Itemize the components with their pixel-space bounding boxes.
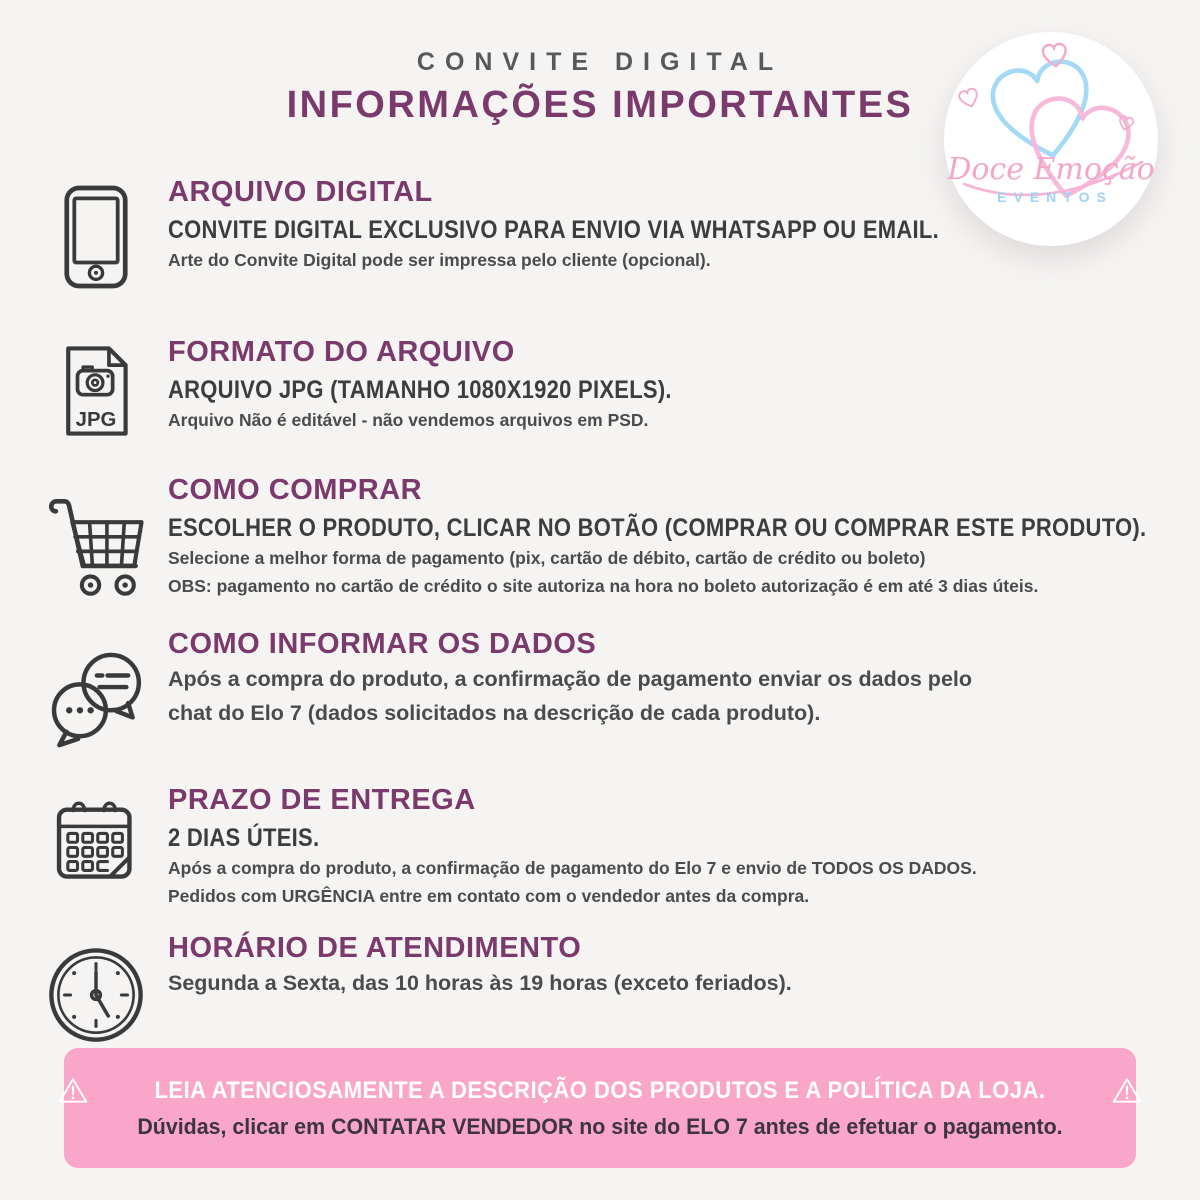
section-horario-atendimento xyxy=(40,932,1170,1044)
section-arquivo-digital xyxy=(40,176,1170,292)
chat-bubbles-icon xyxy=(46,642,146,750)
section-body-line: Arquivo Não é editável - não vendemos arquivos em PSD. xyxy=(168,410,649,430)
section-lead: 2 DIAS ÚTEIS. xyxy=(168,824,320,852)
section-body-line: Arte do Convite Digital pode ser impressa pelo cliente (opcional). xyxy=(168,250,711,270)
section-body-line: Após a compra do produto, a confirmação de pagamento do Elo 7 e envio de TODOS OS DADOS. xyxy=(168,858,977,878)
section-como-comprar xyxy=(40,474,1170,604)
shopping-cart-icon xyxy=(45,486,147,604)
section-body-line: Pedidos com URGÊNCIA entre em contato com o vendedor antes da compra. xyxy=(168,886,810,907)
warning-text: LEIA ATENCIOSAMENTE A DESCRIÇÃO DOS PRODUTOS E A POLÍTICA DA LOJA. xyxy=(154,1076,1046,1104)
section-lead: ESCOLHER O PRODUTO, CLICAR NO BOTÃO (COMPRAR OU COMPRAR ESTE PRODUTO). xyxy=(168,514,1147,542)
section-body-line: chat do Elo 7 (dados solicitados na descrição de cada produto). xyxy=(168,700,821,725)
section-prazo-entrega xyxy=(40,784,1170,910)
section-body-line: Após a compra do produto, a confirmação de pagamento enviar os dados pelo xyxy=(168,667,973,691)
section-title: FORMATO DO ARQUIVO xyxy=(168,336,515,368)
section-title: COMO INFORMAR OS DADOS xyxy=(168,628,597,660)
smartphone-icon xyxy=(63,182,129,292)
section-body-line: Segunda a Sexta, das 10 horas às 19 horas (exceto feriados). xyxy=(168,971,792,995)
warning-banner xyxy=(64,1048,1136,1168)
kicker-title: CONVITE DIGITAL xyxy=(416,48,784,76)
logo-subtitle: EVENTOS xyxy=(997,189,1113,205)
calendar-icon xyxy=(52,792,140,896)
section-body-line: OBS: pagamento no cartão de crédito o site autoriza na hora no boleto autorização é em até 3 dias úteis. xyxy=(168,576,1039,597)
warning-icon xyxy=(1111,1076,1143,1105)
section-body-line: Selecione a melhor forma de pagamento (pix, cartão de débito, cartão de crédito ou boleto) xyxy=(168,548,926,568)
jpg-label: JPG xyxy=(75,409,117,432)
warning-line xyxy=(57,1076,1143,1105)
clock-icon xyxy=(47,946,145,1044)
section-title: COMO COMPRAR xyxy=(168,474,423,506)
section-lead: CONVITE DIGITAL EXCLUSIVO PARA ENVIO VIA WHATSAPP OU EMAIL. xyxy=(168,216,939,244)
logo-name: Doce Emoção xyxy=(947,152,1155,187)
section-title: ARQUIVO DIGITAL xyxy=(168,176,433,208)
section-como-informar-dados xyxy=(40,628,1170,750)
section-lead: ARQUIVO JPG (TAMANHO 1080X1920 PIXELS). xyxy=(168,376,672,404)
jpg-file-icon xyxy=(59,344,133,438)
section-title: PRAZO DE ENTREGA xyxy=(168,784,476,816)
section-formato-arquivo xyxy=(40,336,1170,438)
warning-icon xyxy=(57,1076,89,1105)
section-title: HORÁRIO DE ATENDIMENTO xyxy=(168,932,582,964)
page-title: INFORMAÇÕES IMPORTANTES xyxy=(286,84,914,126)
contact-note: Dúvidas, clicar em CONTATAR VENDEDOR no site do ELO 7 antes de efetuar o pagamento. xyxy=(137,1114,1063,1139)
